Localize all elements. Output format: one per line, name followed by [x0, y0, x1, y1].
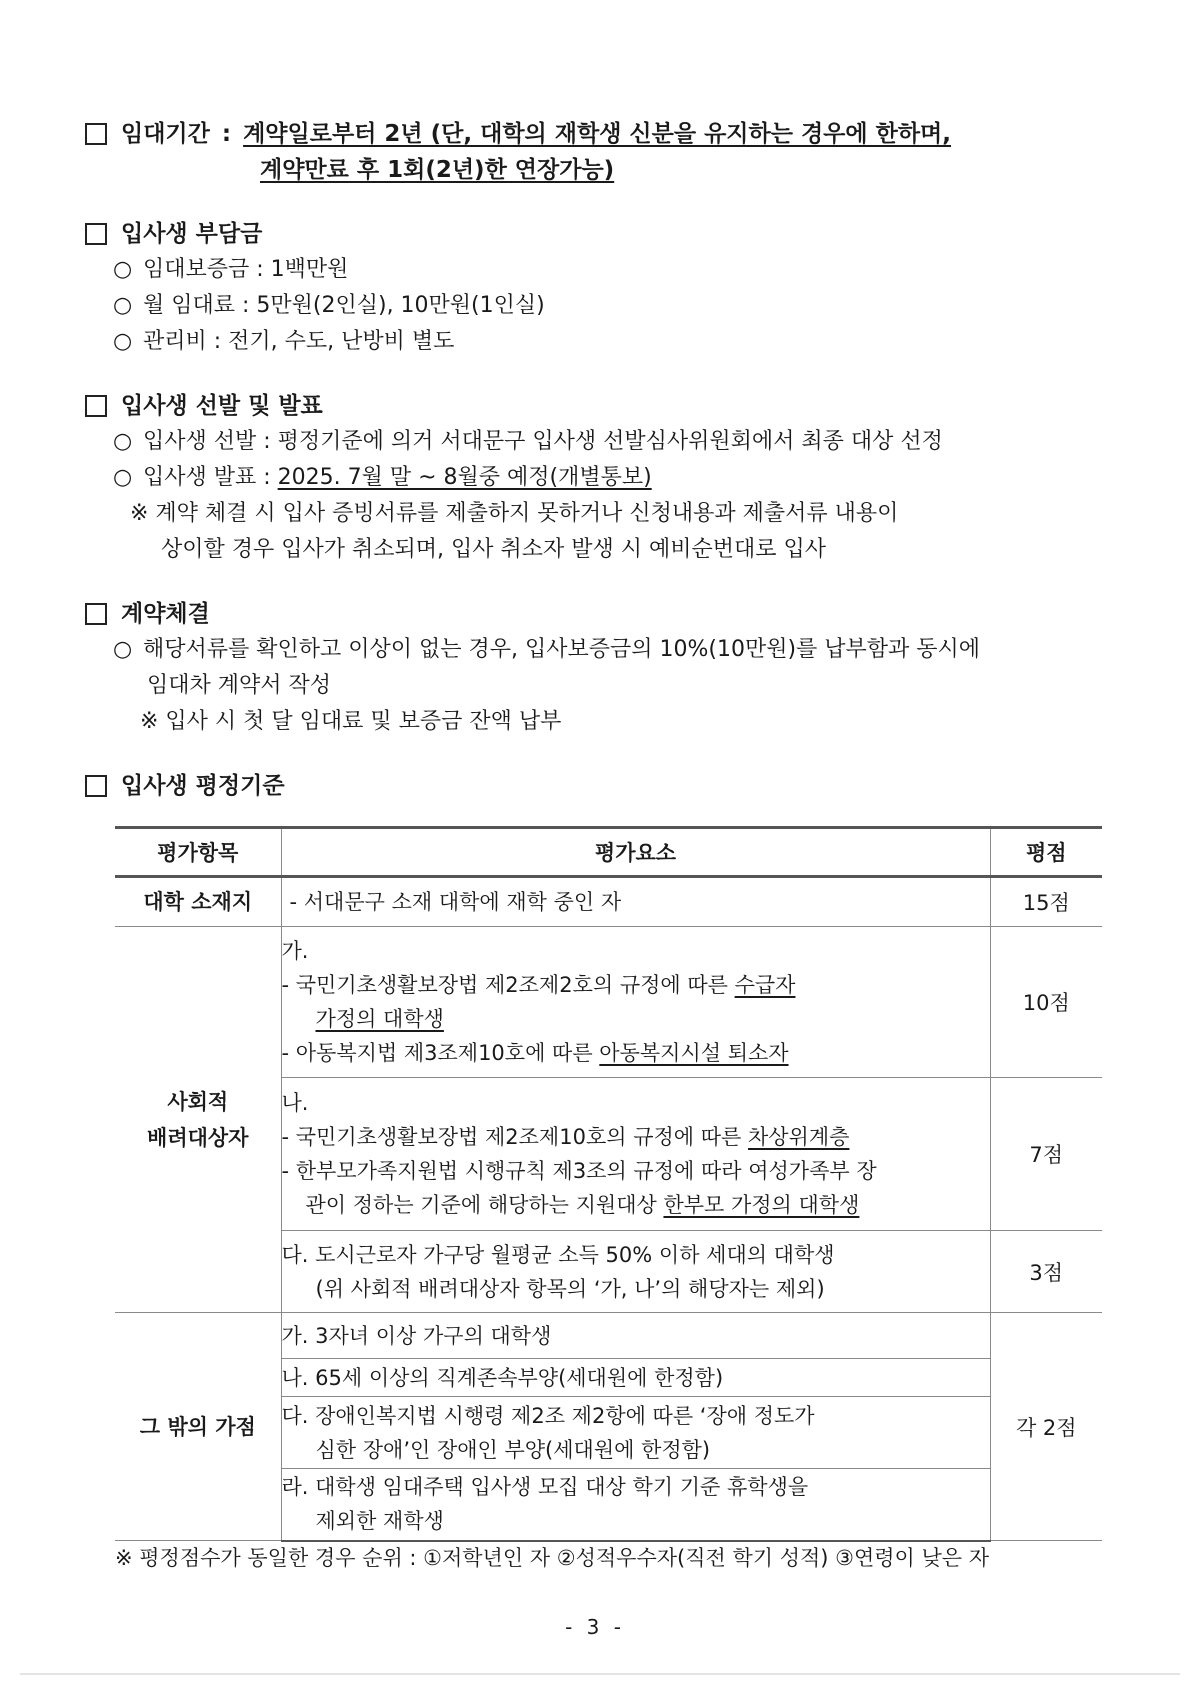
fees-item — [85, 324, 1105, 360]
element-social-ga — [281, 927, 990, 1078]
lease-period-section — [85, 116, 1105, 188]
header-element: 평가요소 — [281, 828, 990, 877]
lease-period-line2-row — [85, 152, 1105, 188]
contract-item — [85, 632, 1105, 668]
score-social-ga: 10점 — [990, 927, 1102, 1078]
element-text: - 국민기초생활보장법 제2조제10호의 규정에 따른 — [281, 1125, 748, 1149]
selection-item — [85, 460, 1105, 496]
table-row — [115, 877, 1102, 927]
element-text: (위 사회적 배려대상자 항목의 ‘가, 나’의 해당자는 제외) — [315, 1276, 825, 1301]
selection-note-line1: ※ 계약 체결 시 입사 증빙서류를 제출하지 못하거나 신청내용과 제출서류 내용이 — [130, 501, 899, 526]
category-social — [115, 927, 281, 1313]
element-label: 가. — [281, 939, 309, 963]
selection-heading — [85, 388, 1105, 424]
header-category: 평가항목 — [115, 828, 281, 877]
element-other-da — [281, 1397, 990, 1469]
fees-item-text: 월 임대료 : 5만원(2인실), 10만원(1인실) — [143, 293, 545, 318]
selection-item-text: 입사생 선발 : 평정기준에 의거 서대문구 입사생 선발심사위원회에서 최종 대상 선정 — [143, 429, 943, 454]
element-social-da — [281, 1231, 990, 1313]
element-university: - 서대문구 소재 대학에 재학 중인 자 — [281, 877, 990, 927]
element-text: 제외한 재학생 — [315, 1509, 444, 1534]
fees-item — [85, 288, 1105, 324]
selection-title: 입사생 선발 및 발표 — [121, 393, 323, 419]
score-university: 15점 — [990, 877, 1102, 927]
lease-period-heading — [85, 116, 1105, 152]
table-header-row — [115, 828, 1102, 877]
lease-period-line2: 계약만료 후 1회(2년)한 연장가능) — [260, 157, 615, 183]
fees-heading — [85, 216, 1105, 252]
element-social-na — [281, 1078, 990, 1231]
element-text: 관이 정하는 기준에 해당하는 지원대상 — [305, 1193, 664, 1217]
selection-item-text: 입사생 발표 : — [143, 465, 278, 490]
element-text-underlined: 가정의 대학생 — [315, 1007, 444, 1031]
selection-note-line2: 상이할 경우 입사가 취소되며, 입사 취소자 발생 시 예비순번대로 입사 — [161, 537, 826, 562]
lease-period-colon: : — [221, 121, 232, 147]
element-text-underlined: 아동복지시설 퇴소자 — [599, 1041, 789, 1065]
lease-period-line1: 계약일로부터 2년 (단, 대학의 재학생 신분을 유지하는 경우에 한하며, — [243, 121, 952, 147]
contract-heading — [85, 596, 1105, 632]
contract-note: ※ 입사 시 첫 달 임대료 및 보증금 잔액 납부 — [140, 709, 562, 734]
header-score: 평점 — [990, 828, 1102, 877]
fees-section — [85, 216, 1105, 360]
checkbox-square-icon — [85, 123, 107, 145]
element-text: 다. 장애인복지법 시행령 제2조 제2항에 따른 ‘장애 정도가 — [281, 1403, 815, 1428]
circle-bullet-icon: ○ — [113, 637, 133, 662]
element-text: 심한 장애’인 장애인 부양(세대원에 한정함) — [315, 1437, 711, 1462]
table-row — [115, 1313, 1102, 1359]
contract-item-line2: 임대차 계약서 작성 — [147, 673, 332, 698]
score-social-da: 3점 — [990, 1231, 1102, 1313]
criteria-title: 입사생 평정기준 — [121, 773, 285, 799]
element-text: 라. 대학생 임대주택 입사생 모집 대상 학기 기준 휴학생을 — [281, 1475, 809, 1500]
contract-section — [85, 596, 1105, 740]
selection-item — [85, 424, 1105, 460]
element-other-ga: 가. 3자녀 이상 가구의 대학생 — [281, 1313, 990, 1359]
fees-item — [85, 252, 1105, 288]
fees-item-text: 임대보증금 : 1백만원 — [143, 257, 349, 282]
criteria-heading — [85, 768, 1105, 804]
checkbox-square-icon — [85, 775, 107, 797]
category-social-line2: 배려대상자 — [147, 1125, 249, 1150]
circle-bullet-icon: ○ — [113, 293, 133, 318]
bottom-divider — [20, 1673, 1180, 1675]
contract-title: 계약체결 — [121, 601, 210, 627]
score-other: 각 2점 — [990, 1313, 1102, 1541]
contract-item-text: 해당서류를 확인하고 이상이 없는 경우, 입사보증금의 10%(10만원)를 납부함과 동시에 — [143, 637, 981, 662]
element-text-underlined: 차상위계층 — [747, 1125, 850, 1149]
circle-bullet-icon: ○ — [113, 257, 133, 282]
tie-break-footnote: ※ 평정점수가 동일한 경우 순위 : ①저학년인 자 ②성적우수자(직전 학기 성적) ③연령이 낮은 자 — [115, 1546, 990, 1570]
element-other-ra — [281, 1469, 990, 1541]
criteria-section — [85, 768, 1105, 804]
table-row — [115, 927, 1102, 1078]
lease-period-title: 임대기간 — [121, 121, 210, 147]
checkbox-square-icon — [85, 395, 107, 417]
circle-bullet-icon: ○ — [113, 329, 133, 354]
element-text-underlined: 한부모 가정의 대학생 — [663, 1193, 860, 1217]
element-other-na: 나. 65세 이상의 직계존속부양(세대원에 한정함) — [281, 1359, 990, 1397]
element-text: - 한부모가족지원법 시행규칙 제3조의 규정에 따라 여성가족부 장 — [281, 1159, 877, 1183]
circle-bullet-icon: ○ — [113, 465, 133, 490]
element-text: 다. 도시근로자 가구당 월평균 소득 50% 이하 세대의 대학생 — [281, 1242, 835, 1267]
checkbox-square-icon — [85, 603, 107, 625]
element-label: 나. — [281, 1091, 309, 1115]
fees-item-text: 관리비 : 전기, 수도, 난방비 별도 — [143, 329, 455, 354]
announcement-date: 2025. 7월 말 ~ 8월중 예정(개별통보) — [277, 465, 652, 490]
category-other: 그 밖의 가점 — [115, 1313, 281, 1541]
evaluation-table — [115, 826, 1102, 1542]
fees-title: 입사생 부담금 — [121, 221, 263, 247]
score-social-na: 7점 — [990, 1078, 1102, 1231]
page-number: - 3 - — [565, 1615, 625, 1639]
category-social-line1: 사회적 — [167, 1089, 229, 1114]
category-university: 대학 소재지 — [115, 877, 281, 927]
element-text: - 국민기초생활보장법 제2조제2호의 규정에 따른 — [281, 973, 735, 997]
circle-bullet-icon: ○ — [113, 429, 133, 454]
selection-section — [85, 388, 1105, 568]
element-text: - 아동복지법 제3조제10호에 따른 — [281, 1041, 600, 1065]
element-text-underlined: 수급자 — [734, 973, 796, 997]
checkbox-square-icon — [85, 223, 107, 245]
